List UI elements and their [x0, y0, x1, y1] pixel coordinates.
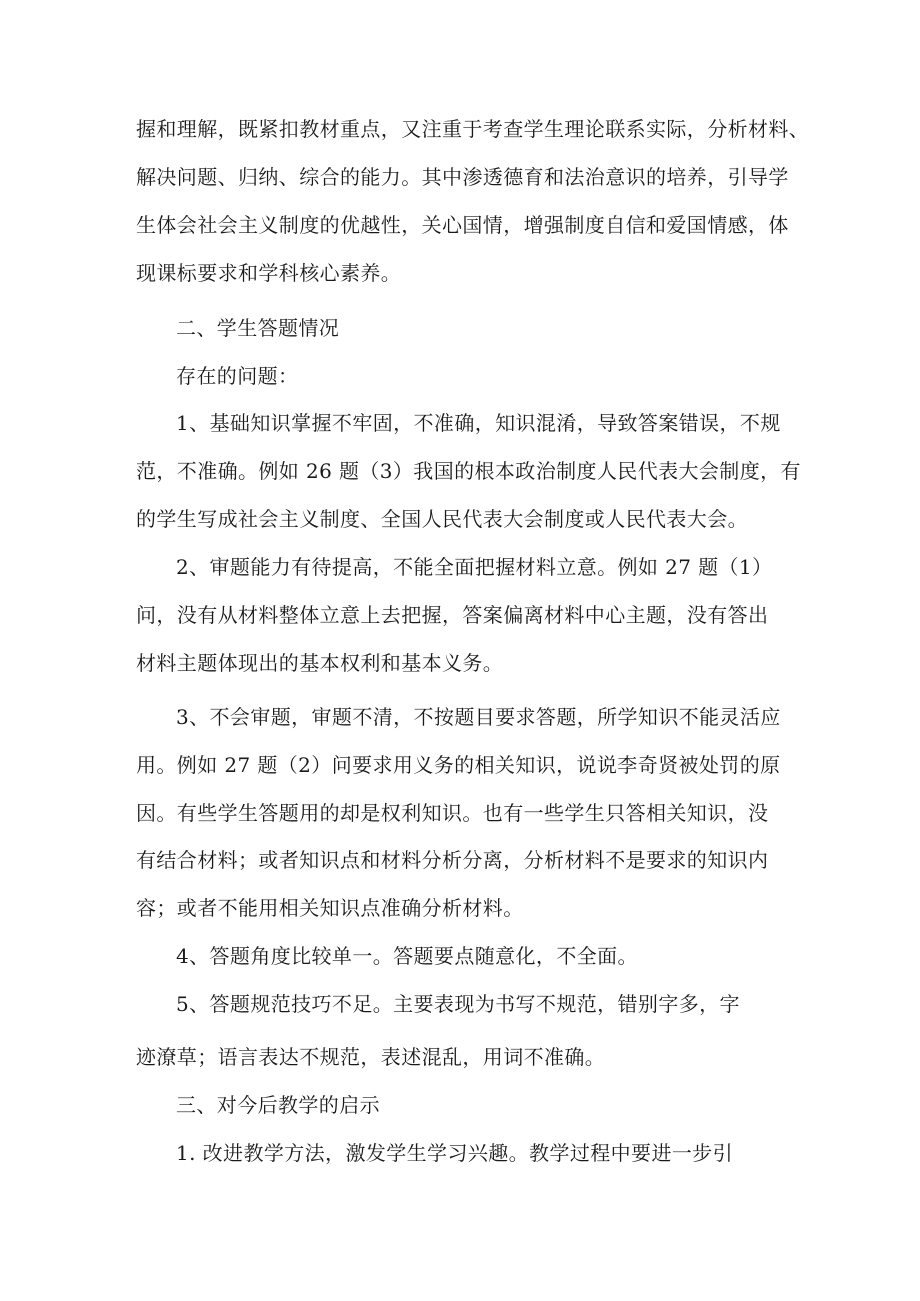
list-item-line: 用。例如 27 题（2）问要求用义务的相关知识，说说李奇贤被处罚的原 [136, 753, 781, 777]
subheading: 存在的问题： [176, 364, 299, 388]
paragraph-line: 现课标要求和学科核心素养。 [136, 261, 402, 285]
paragraph-line: 生体会社会主义制度的优越性，关心国情，增强制度自信和爱国情感，体 [136, 213, 789, 237]
list-item-line: 1、基础知识掌握不牢固，不准确，知识混淆，导致答案错误，不规 [176, 411, 781, 435]
list-item-line: 问，没有从材料整体立意上去把握，答案偏离材料中心主题，没有答出 [136, 603, 769, 627]
list-item-line: 材料主题体现出的基本权利和基本义务。 [136, 651, 504, 675]
list-item-line: 1. 改进教学方法，激发学生学习兴趣。教学过程中要进一步引 [176, 1141, 734, 1165]
list-item-line: 有结合材料；或者知识点和材料分析分离，分析材料不是要求的知识内 [136, 848, 769, 872]
list-item-line: 的学生写成社会主义制度、全国人民代表大会制度或人民代表大会。 [136, 507, 748, 531]
list-item-line: 5、答题规范技巧不足。主要表现为书写不规范，错别字多，字 [176, 992, 740, 1016]
list-item-line: 容；或者不能用相关知识点准确分析材料。 [136, 896, 524, 920]
list-item-line: 2、审题能力有待提高，不能全面把握材料立意。例如 27 题（1） [176, 555, 773, 579]
list-item-line: 3、不会审题，审题不清，不按题目要求答题，所学知识不能灵活应 [176, 705, 781, 729]
section-heading: 二、学生答题情况 [176, 316, 340, 340]
paragraph-line: 握和理解，既紧扣教材重点，又注重于考查学生理论联系实际，分析材料、 [136, 117, 810, 141]
list-item-line: 4、答题角度比较单一。答题要点随意化，不全面。 [176, 944, 638, 968]
section-heading: 三、对今后教学的启示 [176, 1093, 380, 1117]
list-item-line: 因。有些学生答题用的却是权利知识。也有一些学生只答相关知识，没 [136, 801, 769, 825]
list-item-line: 范，不准确。例如 26 题（3）我国的根本政治制度人民代表大会制度，有 [136, 459, 801, 483]
list-item-line: 迹潦草；语言表达不规范，表述混乱，用词不准确。 [136, 1045, 606, 1069]
paragraph-line: 解决问题、归纳、综合的能力。其中渗透德育和法治意识的培养，引导学 [136, 165, 789, 189]
